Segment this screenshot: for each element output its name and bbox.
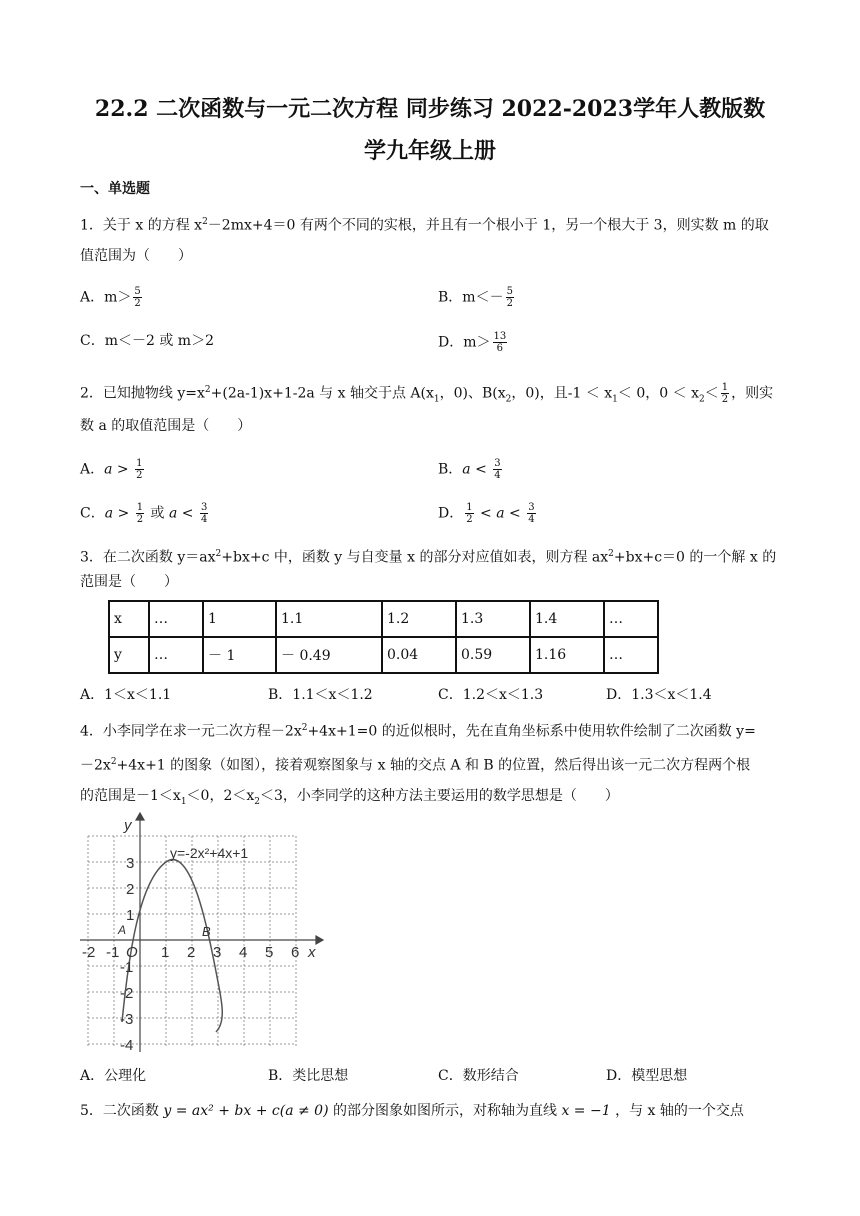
q1-option-c[interactable]: C．m＜－2 或 m＞2: [80, 333, 214, 349]
q3-option-c[interactable]: C．1.2＜x＜1.3: [438, 687, 544, 703]
svg-text:-1: -1: [106, 944, 120, 961]
svg-text:B: B: [202, 924, 211, 939]
table-cell: x: [109, 601, 149, 637]
q2-option-b[interactable]: B．a < $\frac{3}{4}$: [438, 458, 501, 481]
q2-option-c[interactable]: C．a > $\frac{1}{2}$ 或 a < $\frac{3}{4}$: [80, 502, 208, 525]
svg-text:-3: -3: [120, 1011, 134, 1028]
table-cell: － 1: [203, 637, 276, 673]
q2-option-a[interactable]: A．a > $\frac{1}{2}$: [80, 458, 143, 481]
graph-equation-label: y=-2x²+4x+1: [170, 845, 249, 861]
value-table: [108, 600, 659, 674]
q4-option-a[interactable]: A．公理化: [80, 1068, 147, 1084]
q4-option-c[interactable]: C．数形结合: [438, 1068, 519, 1084]
table-cell: 0.59: [456, 637, 530, 673]
svg-text:A: A: [118, 923, 127, 937]
svg-text:1: 1: [161, 944, 170, 961]
q3-option-a[interactable]: A．1＜x＜1.1: [80, 687, 172, 703]
q1-option-a[interactable]: A．m＞ $\frac{5}{2}$: [80, 286, 141, 309]
table-cell: …: [604, 637, 658, 673]
svg-text:x: x: [308, 944, 316, 961]
q3-stem-2: 范围是（ ）: [80, 574, 178, 590]
page-title: 22.2 二次函数与一元二次方程 同步练习 2022-2023学年人教版数 学九年级上册: [94, 96, 766, 164]
q2-stem-2: 数 a 的取值范围是（ ）: [80, 418, 252, 434]
table-cell: …: [149, 637, 203, 673]
section-heading: 一、单选题: [80, 181, 150, 197]
q5-stem: 5．二次函数 y = ax² + bx + c(a ≠ 0) 的部分图象如图所示，对称轴为直线 x = −1 ，与 x 轴的一个交点: [80, 1103, 744, 1119]
svg-text:-2: -2: [120, 985, 134, 1002]
table-cell: 1.16: [530, 637, 604, 673]
q1-option-b[interactable]: B．m＜－ $\frac{5}{2}$: [438, 286, 513, 309]
table-cell: 1.4: [530, 601, 604, 637]
table-cell: …: [604, 601, 658, 637]
q2-stem: 2．已知抛物线 $y=x^2+(2a-1)x+1-2a$ 与 x 轴交于点 $A(x_1$，0)、$B(x_2$，0)，且$-1 < x_1< 0$，$0 < x_2<$ $\frac{1}{2}$ ，则实: [80, 382, 774, 406]
q1-stem-2: 值范围为（ ）: [80, 248, 192, 264]
q4-stem-2: $-2x^2+4x+1$ 的图象（如图），接着观察图象与 x 轴的交点 A 和 B 的位置，然后得出该一元二次方程两个根: [80, 757, 751, 774]
table-cell: 1.2: [382, 601, 456, 637]
svg-text:2: 2: [187, 944, 196, 961]
svg-text:2: 2: [126, 881, 135, 898]
svg-text:4: 4: [239, 944, 248, 961]
table-row: [109, 637, 658, 673]
q1-stem: 1．关于 x 的方程 $x^2-2mx+4=0$ 有两个不同的实根，并且有一个根小于 1，另一个根大于 3，则实数 m 的取: [80, 217, 769, 234]
svg-text:3: 3: [213, 944, 222, 961]
table-cell: － 0.49: [276, 637, 382, 673]
table-cell: 1: [203, 601, 276, 637]
table-row: [109, 601, 658, 637]
q4-stem: 4．小李同学在求一元二次方程$-2x^2+4x+1=0$ 的近似根时，先在直角坐标系中使用软件绘制了二次函数 y=: [80, 723, 756, 740]
q3-option-b[interactable]: B．1.1＜x＜1.2: [268, 687, 373, 703]
svg-text:3: 3: [126, 855, 135, 872]
table-cell: 1.1: [276, 601, 382, 637]
table-cell: 1.3: [456, 601, 530, 637]
table-cell: 0.04: [382, 637, 456, 673]
svg-text:-1: -1: [120, 959, 134, 976]
svg-text:6: 6: [291, 944, 300, 961]
svg-text:-4: -4: [120, 1037, 134, 1054]
q4-stem-3: 的范围是$-1<x_1<0$，$2<x_2<3$，小李同学的这种方法主要运用的数学思想是（ ）: [80, 788, 619, 807]
q4-option-d[interactable]: D．模型思想: [606, 1068, 688, 1084]
svg-text:1: 1: [126, 907, 135, 924]
q4-option-b[interactable]: B．类比思想: [268, 1068, 349, 1084]
q3-option-d[interactable]: D．1.3＜x＜1.4: [606, 687, 712, 703]
q3-stem: 3．在二次函数 $y=ax^2+bx+c$ 中，函数 y 与自变量 x 的部分对应值如表，则方程 $ax^2+bx+c=0$ 的一个解 x 的: [80, 549, 777, 566]
q2-option-d[interactable]: D． $\frac{1}{2}$ < a < $\frac{3}{4}$: [438, 502, 535, 525]
parabola-graph: [80, 812, 325, 1057]
table-cell: …: [149, 601, 203, 637]
svg-text:-2: -2: [82, 944, 96, 961]
svg-text:5: 5: [265, 944, 274, 961]
svg-text:y: y: [124, 817, 132, 834]
q1-option-d[interactable]: D．m＞ $\frac{13}{6}$: [438, 331, 507, 354]
svg-text:O: O: [126, 944, 138, 961]
table-cell: y: [109, 637, 149, 673]
